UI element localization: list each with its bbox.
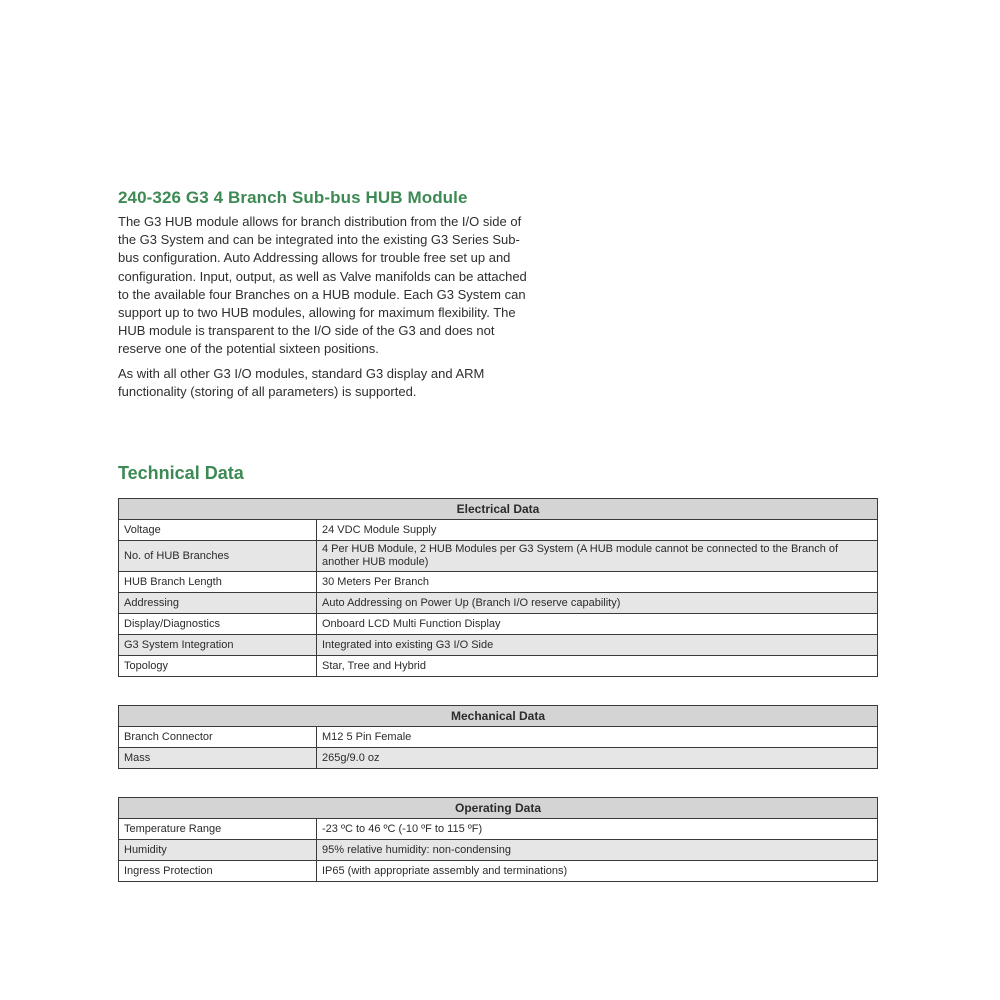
row-label: Humidity [119, 840, 317, 861]
table-row [119, 635, 878, 656]
row-label: Addressing [119, 593, 317, 614]
row-value: -23 ºC to 46 ºC (-10 ºF to 115 ºF) [317, 819, 878, 840]
row-label: No. of HUB Branches [119, 541, 317, 572]
row-value: M12 5 Pin Female [317, 727, 878, 748]
table-row [119, 819, 878, 840]
row-value: IP65 (with appropriate assembly and terminations) [317, 861, 878, 882]
row-label: Branch Connector [119, 727, 317, 748]
description-paragraph: As with all other G3 I/O modules, standard G3 display and ARM functionality (storing of all parameters) is supported. [118, 365, 485, 399]
row-label: Display/Diagnostics [119, 614, 317, 635]
row-label: Voltage [119, 520, 317, 541]
table-row [119, 727, 878, 748]
table-row [119, 861, 878, 882]
operating-data-title: Operating Data [119, 798, 878, 819]
table-header-row [119, 706, 878, 727]
table-row [119, 572, 878, 593]
table-row [119, 840, 878, 861]
table-row [119, 656, 878, 677]
electrical-data-table [118, 498, 878, 677]
technical-data-heading: Technical Data [118, 463, 244, 483]
row-label: Topology [119, 656, 317, 677]
mechanical-data-title: Mechanical Data [119, 706, 878, 727]
row-label: Ingress Protection [119, 861, 317, 882]
table-row [119, 520, 878, 541]
table-header-row [119, 798, 878, 819]
row-value: Integrated into existing G3 I/O Side [317, 635, 878, 656]
table-row [119, 541, 878, 572]
row-value: Star, Tree and Hybrid [317, 656, 878, 677]
row-value: 30 Meters Per Branch [317, 572, 878, 593]
row-value: Onboard LCD Multi Function Display [317, 614, 878, 635]
row-value: 265g/9.0 oz [317, 748, 878, 769]
mechanical-data-table [118, 705, 878, 769]
operating-data-table [118, 797, 878, 882]
row-value: 95% relative humidity: non-condensing [317, 840, 878, 861]
row-label: HUB Branch Length [119, 572, 317, 593]
product-title: 240-326 G3 4 Branch Sub-bus HUB Module [118, 188, 468, 207]
row-value: 24 VDC Module Supply [317, 520, 878, 541]
row-value: Auto Addressing on Power Up (Branch I/O reserve capability) [317, 593, 878, 614]
table-header-row [119, 499, 878, 520]
table-row [119, 593, 878, 614]
row-label: Temperature Range [119, 819, 317, 840]
electrical-data-title: Electrical Data [119, 499, 878, 520]
product-description [118, 213, 538, 407]
row-value: 4 Per HUB Module, 2 HUB Modules per G3 System (A HUB module cannot be connected to the Branch of another HUB module) [317, 541, 878, 572]
table-row [119, 748, 878, 769]
description-paragraph: The G3 HUB module allows for branch distribution from the I/O side of the G3 System and can be integrated into the existing G3 Series Sub-bus configuration. Auto Addressing allows for trouble free set up and configuration. Input, output, as well as Valve manifolds can be attached to the available four Branches on a HUB module. Each G3 System can support up to two HUB modules, allowing for maximum flexibility. The HUB module is transparent to the I/O side of the G3 and does not reserve one of the potential sixteen positions. [118, 214, 527, 357]
row-label: Mass [119, 748, 317, 769]
row-label: G3 System Integration [119, 635, 317, 656]
table-row [119, 614, 878, 635]
